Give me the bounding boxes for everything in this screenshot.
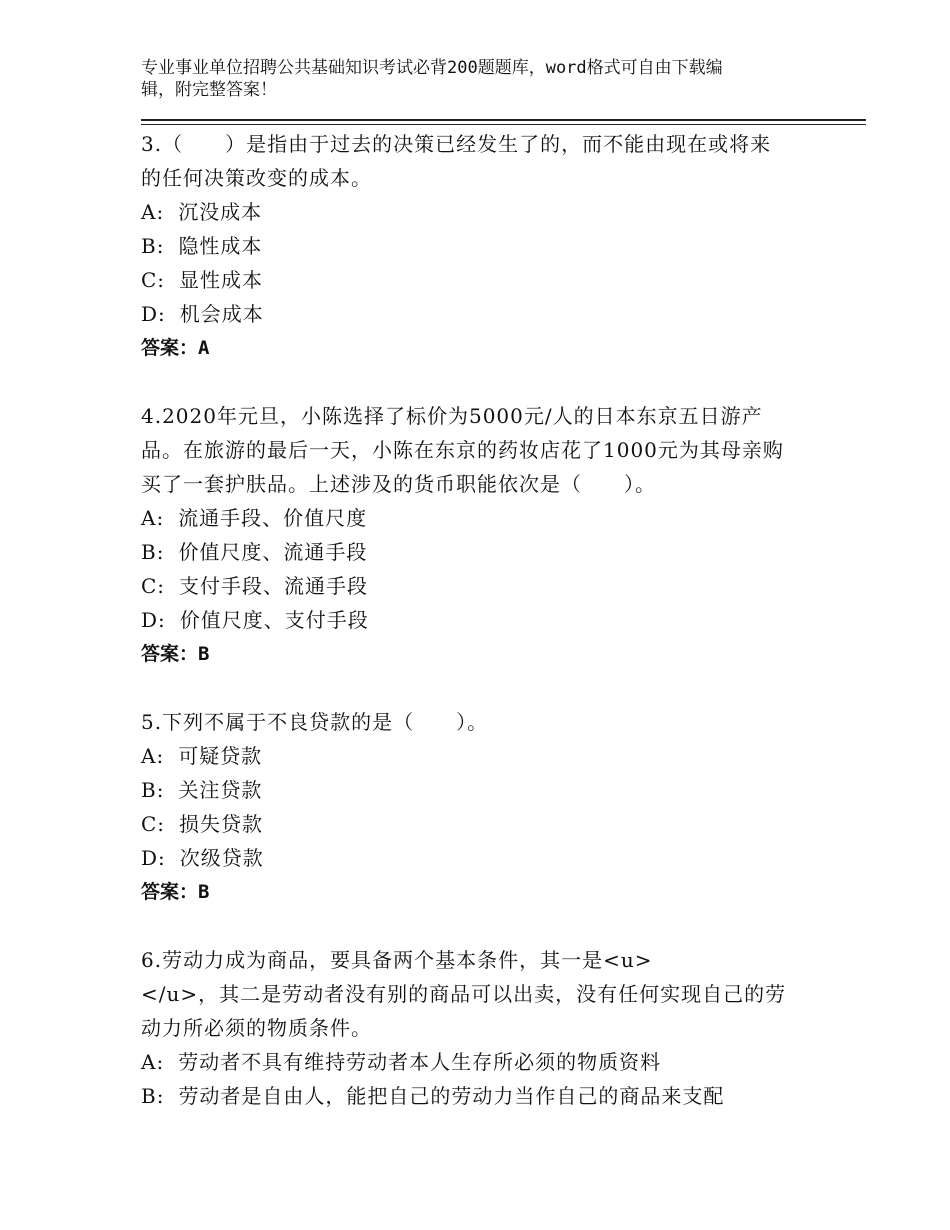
question-stem-line: 的任何决策改变的成本。 bbox=[141, 166, 372, 190]
option-letter: D: bbox=[141, 608, 166, 632]
answer-line: 答案：B bbox=[141, 881, 210, 903]
option-a bbox=[141, 501, 821, 535]
option-letter: C: bbox=[141, 268, 166, 292]
question-stem-line: 3.（ ）是指由于过去的决策已经发生了的，而不能由现在或将来 bbox=[141, 132, 772, 156]
question-5 bbox=[141, 705, 821, 909]
option-c bbox=[141, 569, 821, 603]
option-a bbox=[141, 739, 821, 773]
question-stem-line: 6.劳动力成为商品，要具备两个基本条件，其一是<u> bbox=[141, 948, 653, 972]
option-text: 隐性成本 bbox=[178, 234, 263, 258]
option-b bbox=[141, 229, 821, 263]
answer-line: 答案：A bbox=[141, 337, 210, 359]
option-d bbox=[141, 297, 821, 331]
option-d bbox=[141, 603, 821, 637]
header-line-1: 专业事业单位招聘公共基础知识考试必背200题题库，word格式可自由下载编 bbox=[141, 58, 723, 78]
document-header bbox=[141, 57, 801, 101]
header-line-2: 辑，附完整答案！ bbox=[141, 80, 277, 100]
option-text: 可疑贷款 bbox=[178, 744, 263, 768]
option-text: 次级贷款 bbox=[179, 846, 264, 870]
option-letter: A: bbox=[141, 1050, 165, 1074]
option-letter: C: bbox=[141, 812, 166, 836]
option-c bbox=[141, 807, 821, 841]
option-text: 损失贷款 bbox=[179, 812, 264, 836]
option-text: 价值尺度、支付手段 bbox=[179, 608, 369, 632]
option-d bbox=[141, 841, 821, 875]
question-stem-line: 动力所必须的物质条件。 bbox=[141, 1016, 372, 1040]
option-b bbox=[141, 1079, 821, 1113]
option-b bbox=[141, 535, 821, 569]
option-letter: C: bbox=[141, 574, 166, 598]
question-list bbox=[141, 127, 821, 1147]
option-c bbox=[141, 263, 821, 297]
option-text: 沉没成本 bbox=[178, 200, 263, 224]
option-b bbox=[141, 773, 821, 807]
question-3 bbox=[141, 127, 821, 365]
question-stem-line: 5.下列不属于不良贷款的是（ ）。 bbox=[141, 710, 489, 734]
question-stem-line: 品。在旅游的最后一天，小陈在东京的药妆店花了1000元为其母亲购 bbox=[141, 438, 784, 462]
option-letter: D: bbox=[141, 846, 166, 870]
option-letter: B: bbox=[141, 778, 165, 802]
header-divider-thick bbox=[141, 119, 866, 121]
header-divider-thin bbox=[141, 124, 866, 125]
option-text: 机会成本 bbox=[179, 302, 264, 326]
question-6 bbox=[141, 943, 821, 1113]
option-text: 价值尺度、流通手段 bbox=[178, 540, 368, 564]
option-letter: B: bbox=[141, 1084, 165, 1108]
option-a bbox=[141, 1045, 821, 1079]
question-stem-line: </u>，其二是劳动者没有别的商品可以出卖，没有任何实现自己的劳 bbox=[141, 982, 787, 1006]
option-text: 流通手段、价值尺度 bbox=[178, 506, 368, 530]
option-letter: D: bbox=[141, 302, 166, 326]
option-letter: A: bbox=[141, 506, 165, 530]
option-text: 劳动者不具有维持劳动者本人生存所必须的物质资料 bbox=[178, 1050, 662, 1074]
option-text: 显性成本 bbox=[179, 268, 264, 292]
option-letter: B: bbox=[141, 540, 165, 564]
option-letter: B: bbox=[141, 234, 165, 258]
question-4 bbox=[141, 399, 821, 671]
option-text: 关注贷款 bbox=[178, 778, 263, 802]
option-letter: A: bbox=[141, 200, 165, 224]
option-text: 劳动者是自由人，能把自己的劳动力当作自己的商品来支配 bbox=[178, 1084, 725, 1108]
answer-line: 答案：B bbox=[141, 643, 210, 665]
question-stem-line: 买了一套护肤品。上述涉及的货币职能依次是（ ）。 bbox=[141, 472, 656, 496]
option-letter: A: bbox=[141, 744, 165, 768]
option-a bbox=[141, 195, 821, 229]
option-text: 支付手段、流通手段 bbox=[179, 574, 369, 598]
question-stem-line: 4.2020年元旦，小陈选择了标价为5000元/人的日本东京五日游产 bbox=[141, 404, 763, 428]
